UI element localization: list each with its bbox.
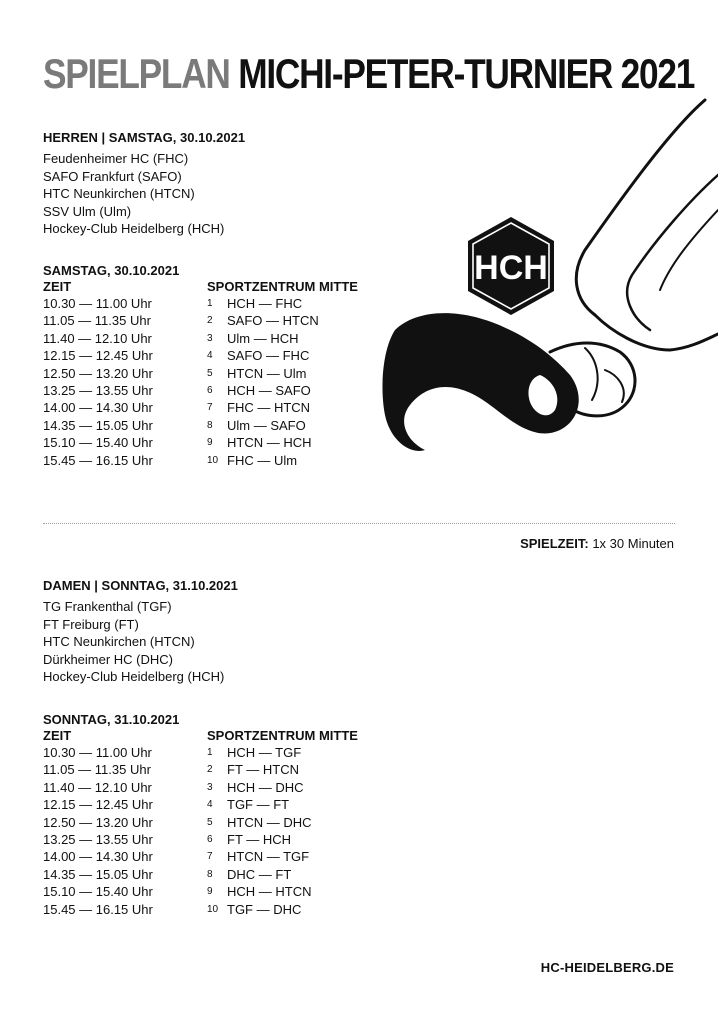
schedule-row [43, 399, 373, 416]
match-number: 9 [207, 886, 213, 898]
match-time: 14.35 — 15.05 Uhr [43, 866, 153, 882]
match-time: 10.30 — 11.00 Uhr [43, 296, 152, 311]
match-pairing: FT — HCH [227, 831, 292, 847]
schedule-row [43, 779, 373, 796]
herren-team-list [43, 150, 224, 238]
schedule-row [43, 330, 373, 347]
match-number: 1 [207, 747, 213, 758]
match-number: 7 [207, 402, 213, 414]
match-time: 11.05 — 11.35 Uhr [43, 762, 151, 778]
match-pairing: HTCN — DHC [227, 814, 312, 830]
schedule-rows [43, 295, 373, 469]
schedule-header [43, 728, 373, 744]
team-item: Hockey-Club Heidelberg (HCH) [43, 221, 225, 236]
herren-schedule [43, 263, 373, 469]
schedule-row [43, 382, 373, 399]
match-pairing: Ulm — SAFO [227, 417, 306, 433]
team-item: HTC Neunkirchen (HTCN) [43, 634, 195, 649]
match-number: 9 [207, 437, 213, 449]
match-time: 14.00 — 14.30 Uhr [43, 400, 153, 416]
col-time-label: ZEIT [43, 279, 72, 294]
hockey-stick-art [550, 100, 718, 416]
match-pairing: DHC — FT [227, 866, 292, 882]
match-number: 4 [207, 799, 213, 811]
match-number: 5 [207, 367, 213, 379]
team-item: SAFO Frankfurt (SAFO) [43, 168, 182, 184]
match-time: 13.25 — 13.55 Uhr [43, 382, 153, 398]
match-pairing: Ulm — HCH [227, 330, 299, 346]
playtime-label: SPIELZEIT: [520, 536, 589, 551]
match-time: 15.45 — 16.15 Uhr [43, 452, 153, 468]
match-time: 14.00 — 14.30 Uhr [43, 849, 153, 865]
match-pairing: FHC — HTCN [227, 400, 311, 416]
match-number: 3 [207, 781, 213, 793]
damen-heading: DAMEN | SONNTAG, 31.10.2021 [43, 578, 238, 593]
match-time: 11.05 — 11.35 Uhr [43, 313, 151, 329]
match-number: 8 [207, 868, 213, 880]
match-time: 15.10 — 15.40 Uhr [43, 884, 153, 900]
match-time: 11.40 — 12.10 Uhr [43, 330, 152, 346]
team-item: Hockey-Club Heidelberg (HCH) [43, 669, 225, 684]
schedule-row [43, 901, 373, 918]
schedule-row [43, 417, 373, 434]
schedule-row [43, 848, 373, 865]
damen-schedule [43, 712, 373, 918]
team-item: FT Freiburg (FT) [43, 616, 139, 632]
schedule-row [43, 814, 373, 831]
schedule-row [43, 866, 373, 883]
match-pairing: SAFO — HTCN [227, 313, 319, 329]
match-number: 7 [207, 851, 213, 863]
schedule-row [43, 796, 373, 813]
schedule-row [43, 452, 373, 469]
match-pairing: FT — HTCN [227, 762, 299, 778]
team-item: TG Frankenthal (TGF) [43, 599, 172, 614]
schedule-date: SAMSTAG, 30.10.2021 [43, 263, 180, 278]
match-pairing: TGF — DHC [227, 901, 302, 917]
col-venue-label: SPORTZENTRUM MITTE [207, 728, 358, 743]
match-number: 8 [207, 419, 213, 431]
match-time: 15.45 — 16.15 Uhr [43, 901, 153, 917]
match-time: 11.40 — 12.10 Uhr [43, 779, 152, 795]
match-time: 13.25 — 13.55 Uhr [43, 831, 153, 847]
team-item: HTC Neunkirchen (HTCN) [43, 186, 195, 201]
match-time: 12.15 — 12.45 Uhr [43, 348, 153, 364]
section-divider [43, 523, 675, 524]
match-pairing: HCH — HTCN [227, 884, 312, 900]
match-pairing: HTCN — HCH [227, 435, 312, 451]
match-number: 1 [207, 298, 213, 309]
match-time: 12.50 — 13.20 Uhr [43, 814, 153, 830]
match-pairing: TGF — FT [227, 797, 290, 813]
match-number: 5 [207, 816, 213, 828]
playtime-value: 1x 30 Minuten [588, 536, 674, 551]
col-venue-label: SPORTZENTRUM MITTE [207, 279, 358, 294]
match-number: 6 [207, 384, 213, 396]
schedule-row [43, 312, 373, 329]
hch-logo [460, 215, 562, 317]
damen-team-list [43, 598, 224, 686]
match-pairing: HTCN — Ulm [227, 365, 307, 381]
match-time: 12.15 — 12.45 Uhr [43, 797, 153, 813]
logo-text: HCH [474, 249, 548, 287]
match-time: 10.30 — 11.00 Uhr [43, 745, 152, 760]
schedule-row [43, 761, 373, 778]
match-pairing: HTCN — TGF [227, 849, 310, 865]
match-number: 10 [207, 903, 219, 915]
schedule-row [43, 295, 373, 312]
schedule-row [43, 744, 373, 761]
match-number: 2 [207, 764, 213, 776]
match-number: 4 [207, 350, 213, 362]
schedule-row [43, 365, 373, 382]
match-pairing: SAFO — FHC [227, 348, 310, 364]
match-number: 3 [207, 332, 213, 344]
schedule-row [43, 831, 373, 848]
title-part-2: MICHI-PETER-TURNIER 2021 [238, 50, 695, 97]
col-time-label: ZEIT [43, 728, 72, 743]
team-item: SSV Ulm (Ulm) [43, 203, 132, 219]
team-item: Feudenheimer HC (FHC) [43, 151, 189, 166]
match-pairing: HCH — SAFO [227, 382, 311, 398]
team-item: Dürkheimer HC (DHC) [43, 651, 174, 667]
match-pairing: HCH — FHC [227, 296, 303, 311]
schedule-rows [43, 744, 373, 918]
match-number: 6 [207, 833, 213, 845]
match-pairing: HCH — DHC [227, 779, 304, 795]
playtime-note [520, 536, 674, 552]
match-time: 12.50 — 13.20 Uhr [43, 365, 153, 381]
schedule-date: SONNTAG, 31.10.2021 [43, 712, 180, 727]
schedule-row [43, 347, 373, 364]
schedule-header [43, 279, 373, 295]
match-time: 15.10 — 15.40 Uhr [43, 435, 153, 451]
match-number: 2 [207, 315, 213, 327]
schedule-row [43, 434, 373, 451]
match-number: 10 [207, 454, 219, 466]
match-pairing: HCH — TGF [227, 745, 302, 760]
website-footer: HC-HEIDELBERG.DE [540, 960, 674, 975]
herren-heading: HERREN | SAMSTAG, 30.10.2021 [43, 130, 246, 145]
match-pairing: FHC — Ulm [227, 452, 298, 468]
title-part-1: SPIELPLAN [43, 50, 230, 97]
schedule-row [43, 883, 373, 900]
match-time: 14.35 — 15.05 Uhr [43, 417, 153, 433]
